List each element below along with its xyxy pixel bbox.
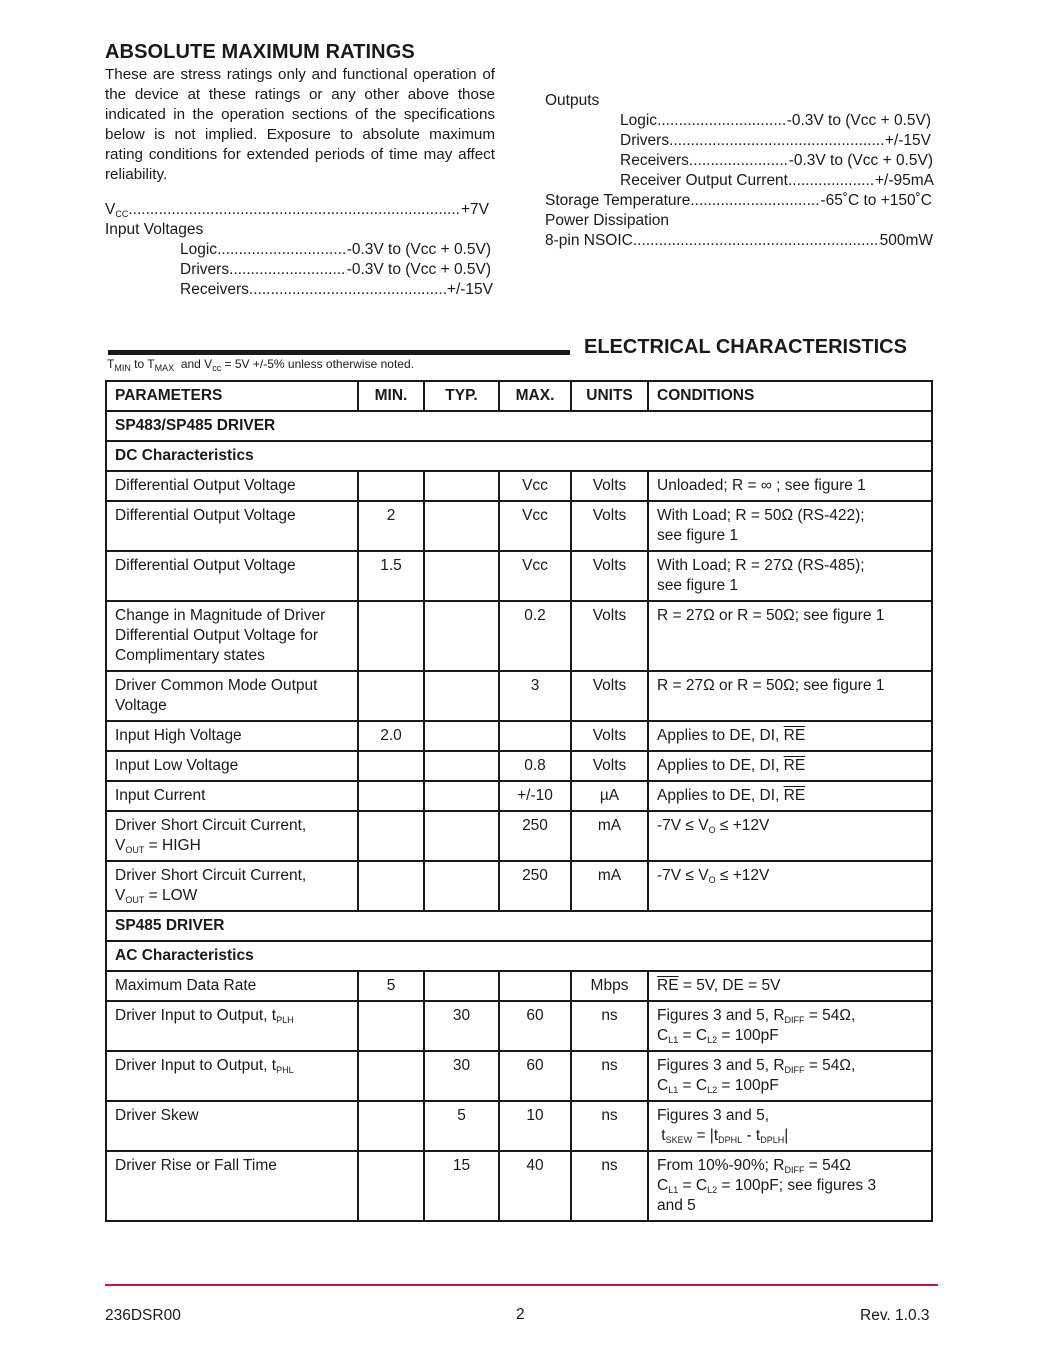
table-row: Change in Magnitude of Driver Differential Output Voltage for Complimentary states 0.2 Volts R = 27Ω or R = 50Ω; see figure 1 [106, 601, 932, 671]
section-row: SP485 DRIVER [106, 911, 932, 941]
page-number: 2 [516, 1306, 525, 1323]
output-drivers-rating: Drivers ..... +/-15V [620, 131, 931, 151]
table-row: Differential Output Voltage 1.5 Vcc Volts With Load; R = 27Ω (RS-485); see figure 1 [106, 551, 932, 601]
col-header-max: MAX. [499, 381, 571, 411]
table-row: Input Current +/-10 µA Applies to DE, DI, $\overline{RE}$ [106, 781, 932, 811]
vcc-rating: $V_{CC}$ ..... +7V [105, 200, 489, 220]
document-id: 236DSR00 [105, 1307, 181, 1324]
table-row: Driver Short Circuit Current, $V_{OUT}$ = LOW 250 mA $-7V \le V_O \le +12V$ [106, 861, 932, 911]
table-row: Driver Short Circuit Current, $V_{OUT}$ = HIGH 250 mA $-7V \le V_O \le +12V$ [106, 811, 932, 861]
table-row: Driver Common Mode Output Voltage 3 Volts R = 27Ω or R = 50Ω; see figure 1 [106, 671, 932, 721]
absolute-maximum-ratings-title: ABSOLUTE MAXIMUM RATINGS [105, 41, 415, 63]
outputs-label: Outputs [545, 92, 600, 109]
nsoic-power-rating: 8-pin NSOIC ..... 500mW [545, 231, 933, 251]
section-row: DC Characteristics [106, 441, 932, 471]
table-row: Input High Voltage 2.0 Volts Applies to DE, DI, $\overline{RE}$ [106, 721, 932, 751]
input-logic-rating: Logic ..... -0.3V to (Vcc + 0.5V) [180, 240, 491, 260]
table-row: Differential Output Voltage 2 Vcc Volts With Load; R = 50Ω (RS-422); see figure 1 [106, 501, 932, 551]
col-header-units: UNITS [571, 381, 648, 411]
table-row: Driver Input to Output, $t_{PLH}$ 30 60 ns Figures 3 and 5, $R_{DIFF} = 54\Omega$, $C_{L1} = C_{L2} = 100pF$ [106, 1001, 932, 1051]
output-logic-rating: Logic ..... -0.3V to (Vcc + 0.5V) [620, 111, 931, 131]
storage-temperature-rating: Storage Temperature ..... -65˚C to +150˚C [545, 191, 932, 211]
col-header-min: MIN. [358, 381, 424, 411]
col-header-parameters: PARAMETERS [106, 381, 358, 411]
input-voltages-label: Input Voltages [105, 221, 204, 238]
electrical-characteristics-table [105, 380, 933, 1222]
section-row: AC Characteristics [106, 941, 932, 971]
power-dissipation-label: Power Dissipation [545, 212, 670, 229]
section-row: SP483/SP485 DRIVER [106, 411, 932, 441]
receiver-output-current-rating: Receiver Output Current ..... +/-95mA [620, 171, 934, 191]
table-row: Driver Skew 5 10 ns Figures 3 and 5, $t_{SKEW} = |t_{DPHL} - t_{DPLH}|$ [106, 1101, 932, 1151]
electrical-characteristics-title: ELECTRICAL CHARACTERISTICS [584, 336, 907, 358]
operating-conditions-note: $T_{MIN}$ to $T_{MAX}$ and $V_{cc} = 5V +/-5\%$ unless otherwise noted. [107, 357, 414, 373]
output-receivers-rating: Receivers ..... -0.3V to (Vcc + 0.5V) [620, 151, 933, 171]
col-header-conditions: CONDITIONS [648, 381, 932, 411]
col-header-typ: TYP. [424, 381, 499, 411]
footer-rule [105, 1284, 938, 1286]
section-rule [108, 350, 570, 355]
input-drivers-rating: Drivers ..... -0.3V to (Vcc + 0.5V) [180, 260, 491, 280]
table-header-row [106, 381, 932, 411]
table-row: Maximum Data Rate 5 Mbps $\overline{RE} = 5V$, DE = 5V [106, 971, 932, 1001]
table-row: Differential Output Voltage Vcc Volts Unloaded; R = ∞ ; see figure 1 [106, 471, 932, 501]
table-row: Driver Rise or Fall Time 15 40 ns From 10%-90%; $R_{DIFF} = 54\Omega$ $C_{L1} = C_{L2} = 100pF$; see figures 3 and 5 [106, 1151, 932, 1221]
table-row: Input Low Voltage 0.8 Volts Applies to DE, DI, $\overline{RE}$ [106, 751, 932, 781]
input-receivers-rating: Receivers ..... +/-15V [180, 280, 493, 300]
absolute-maximum-ratings-intro: These are stress ratings only and functional operation of the device at these ratings or any other above those indicated in the operation sections of the specifications below is not implied. Exposure to absolute maximum rating conditions for extended periods of time may affect reliability. [105, 66, 495, 183]
table-row: Driver Input to Output, $t_{PHL}$ 30 60 ns Figures 3 and 5, $R_{DIFF} = 54\Omega$, $C_{L1} = C_{L2} = 100pF$ [106, 1051, 932, 1101]
revision: Rev. 1.0.3 [860, 1307, 930, 1324]
